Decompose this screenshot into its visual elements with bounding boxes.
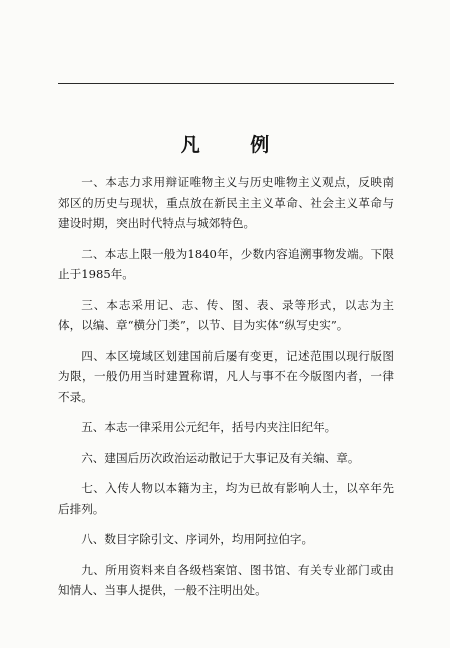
page-title: 凡 例 (180, 134, 292, 156)
paragraph-6: 六、建国后历次政治运动散记于大事记及有关编、章。 (81, 450, 360, 465)
paragraph-8: 八、数目字除引文、序词外，均用阿拉伯字。 (81, 532, 314, 546)
paragraph-4: 四、本区境域区划建国前后屡有变更，记述范围以现行版图为限，一般仍用当时建置称谓，凡人与事不在今版图内者，一律不录。 (58, 348, 394, 404)
paragraph-7: 七、入传人物以本籍为主，均为已故有影响人士，以卒年先后排列。 (58, 481, 394, 516)
paragraph-2: 二、本志上限一般为1840年，少数内容追溯事物发端。下限止于1985年。 (58, 246, 394, 281)
paragraph-1: 一、本志力求用辩证唯物主义与历史唯物主义观点，反映南郊区的历史与现状，重点放在新民主主义革命、社会主义革命与建设时期，突出时代特点与城郊特色。 (58, 175, 394, 230)
paragraph-9: 九、所用资料来自各级档案馆、图书馆、有关专业部门或由知情人、当事人提供，一般不注明出处。 (58, 562, 394, 597)
paragraph-3: 三、本志采用记、志、传、图、表、录等形式，以志为主体，以编、章“横分门类”，以节、目为实体“纵写史实”。 (58, 297, 394, 332)
paragraph-5: 五、本志一律采用公元纪年，括号内夹注旧纪年。 (81, 420, 337, 434)
header-rule (58, 83, 394, 84)
document-body (58, 172, 394, 611)
